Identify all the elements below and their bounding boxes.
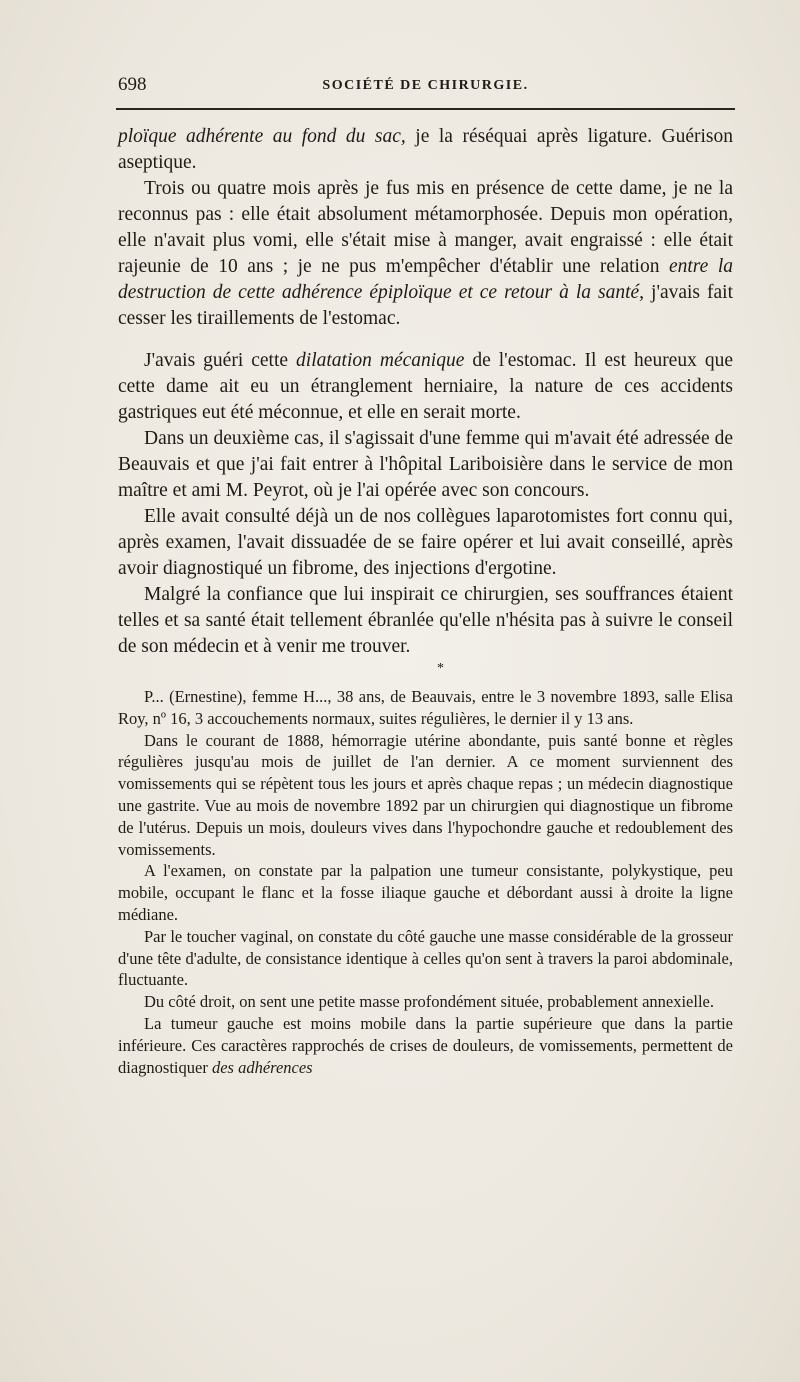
- section-separator: *: [437, 661, 444, 676]
- paragraph: Malgré la confiance que lui inspirait ce chirurgien, ses souffrances étaient telles et sa santé était tellement ébranlée qu'elle n'hésita pas à suivre le conseil de son médecin et à venir me trouver.: [118, 584, 733, 657]
- text-run: J'avais guéri cette: [144, 350, 297, 371]
- running-title: SOCIÉTÉ DE CHIRURGIE.: [322, 78, 529, 93]
- paragraph: A l'examen, on constate par la palpation une tumeur consistante, polykystique, peu mobile, occupant le flanc et la fosse iliaque gauche et débordant aussi à droite la ligne médiane.: [118, 861, 733, 924]
- paragraph: Dans un deuxième cas, il s'agissait d'une femme qui m'avait été adressée de Beauvais et que j'ai fait entrer à l'hôpital Lariboisière dans le service de mon maître et ami M. Peyrot, où je l'ai opérée avec son concours.: [118, 428, 733, 501]
- paragraph: Elle avait consulté déjà un de nos collègues laparotomistes fort connu qui, après examen, l'avait dissuadée de se faire opérer et lui avait conseillé, après avoir diagnostiqué un fibrome, des injections d'ergotine.: [118, 506, 733, 579]
- italic-phrase: ploïque adhérente au fond du sac,: [118, 126, 406, 147]
- page-body: [118, 124, 733, 1078]
- paragraph: [118, 348, 733, 426]
- text-run: de l'estomac. Il est heureux que cette dame ait eu un étranglement herniaire, la nature de ces accidents gastriques eut été méconnue, et elle en serait morte.: [118, 350, 733, 423]
- page-header: [118, 74, 733, 102]
- case-report: [118, 686, 733, 1078]
- paragraph: [118, 124, 733, 176]
- italic-phrase: des adhérences: [211, 1057, 313, 1077]
- paragraph: [118, 1013, 733, 1078]
- text-run: je la réséquai après ligature. Guérison aseptique.: [118, 126, 733, 173]
- page-number: 698: [118, 74, 147, 95]
- italic-phrase: entre la destruction de cette adhérence épiploïque et ce retour à la santé,: [118, 256, 733, 303]
- main-text: [118, 124, 733, 660]
- text-run: La tumeur gauche est moins mobile dans la partie supérieure que dans la partie inférieure. Ces caractères rapprochés de crises de douleurs, de vomissements, permettent de diagnostiquer: [118, 1013, 733, 1077]
- paragraph: Par le toucher vaginal, on constate du côté gauche une masse considérable de la grosseur d'une tête d'adulte, de consistance identique à celles qu'on sent à travers la paroi abdominale, fluctuante.: [118, 926, 733, 990]
- text-run: j'avais fait cesser les tiraillements de l'estomac.: [118, 282, 733, 329]
- text-run: Trois ou quatre mois après je fus mis en présence de cette dame, je ne la reconnus pas : elle était absolument métamorphosée. Depuis mon opération, elle n'avait plus vomi, elle s'était mise à manger, avait engraissé : elle était rajeunie de 10 ans ; je ne pus m'empêcher d'établir une relation: [118, 178, 733, 277]
- paragraph: Dans le courant de 1888, hémorragie utérine abondante, puis santé bonne et règles régulières jusqu'au mois de juillet de l'an dernier. A ce moment surviennent des vomissements qui se répètent tous les jours et après chaque repas ; un médecin diagnostique une gastrite. Vue au mois de novembre 1892 par un chirurgien qui diagnostique un fibrome de l'utérus. Depuis un mois, douleurs vives dans l'hypochondre gauche et redoublement des vomissements.: [118, 730, 733, 859]
- header-rule: [116, 108, 735, 110]
- italic-phrase: dilatation mécanique: [296, 350, 465, 371]
- paragraph: [118, 176, 733, 332]
- paragraph: P... (Ernestine), femme H..., 38 ans, de Beauvais, entre le 3 novembre 1893, salle Elisa Roy, nº 16, 3 accouchements normaux, suites régulières, le dernier il y 13 ans.: [118, 687, 733, 728]
- paragraph: Du côté droit, on sent une petite masse profondément située, probablement annexielle.: [144, 992, 714, 1012]
